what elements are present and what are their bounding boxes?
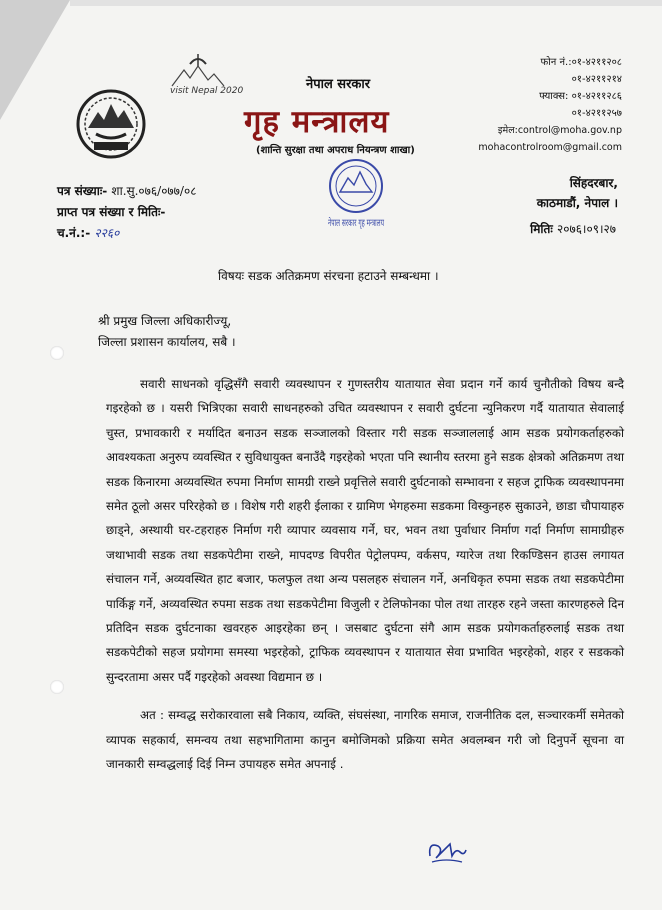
contact-block: [478, 54, 622, 156]
punch-hole: [50, 680, 64, 694]
punch-hole: [50, 346, 64, 360]
letter-date: [530, 220, 616, 237]
folded-corner: [0, 0, 70, 120]
fax-1: फ्याक्स: ०१-४२११२८६: [539, 91, 622, 102]
ministry-title: गृह मन्त्रालय: [244, 104, 390, 140]
sheet-edge: [70, 0, 662, 6]
prapta-patra: प्राप्त पत्र संख्या र मितिः-: [57, 205, 166, 219]
email: इमेल:control@moha.gov.np: [497, 125, 622, 136]
subject-line: विषयः सडक अतिक्रमण संरचना हटाउने सम्बन्धमा ।: [218, 269, 439, 283]
body-paragraph-2: अत : सम्वद्ध सरोकारवाला सबै निकाय, व्यक्ति, संघसंस्था, नागरिक समाज, राजनीतिक दल, सञ्चारकर्मी समेतको व्यापक सहकार्य, समन्वय तथा सहभागितामा कानुन बमोजिमको प्रक्रिया समेत अवलम्बन गरी जो दिनुपर्ने सूचना वा जानकारी सम्वद्धलाई दिई निम्न उपायहरु समेत अपनाई .: [106, 708, 624, 772]
address-line-1: सिंहदरबार,: [569, 176, 618, 190]
office-address: [537, 173, 618, 213]
date-value: २०७६।०९।२७: [556, 222, 616, 236]
date-label: मितिः: [530, 222, 553, 236]
branch-name: (शान्ति सुरक्षा तथा अपराध नियन्त्रण शाखा): [256, 145, 415, 156]
patra-label: पत्र संख्याः-: [57, 184, 108, 198]
ministry-stamp-icon: [326, 158, 425, 236]
phone-2: ०१-४२११२१४: [571, 74, 622, 85]
government-name: नेपाल सरकार: [306, 77, 371, 92]
phone-1: फोन नं.:०१-४२११२०८: [540, 57, 622, 68]
nepal-emblem-icon: [74, 88, 148, 160]
body-paragraph-1: सवारी साधनको वृद्धिसँगै सवारी व्यवस्थापन र गुणस्तरीय यातायात सेवा प्रदान गर्ने कार्य चुनौतीको विषय बन्दै गइरहेको छ । यसरी भित्रिएका सवारी साधनहरुको उचित व्यवस्थापन र सवारी दुर्घटना न्युनिकरण गर्दै यातायात सेवालाई चुस्त, प्रभावकारी र मर्यादित बनाउन सडक सञ्जालको विस्तार गरी सडक सञ्जाललाई आम सडक प्रयोगकर्ताहरुको आवश्यकता अनुरुप व्यवस्थित र सुविधायुक्त बनाउँदै गइरहेको भएता पनि स्थानीय स्तरमा हुने सडक क्षेत्रको अतिक्रमण तथा सडक किनारमा अव्यवस्थित रुपमा निर्माण सामग्री राख्ने प्रवृत्तिले सवारी दुर्घटनाको सम्भावना र सहज ट्राफिक व्यवस्थापनमा समेत ठूलो असर परिरहेको छ । विशेष गरी शहरी ईलाका र ग्रामिण भेगहरुमा सडकमा विस्कुनहरु सुकाउने, छाडा चौपायाहरु छाड्ने, अस्थायी घर-टहराहरु निर्माण गरी व्यापार व्यवसाय गर्ने, घर, भवन तथा पुर्वाधार निर्माण गर्दा निर्माण सामाग्रीहरु जथाभावी सडक तथा सडकपेटीमा राख्ने, मापदण्ड विपरीत पेट्रोलपम्प, वर्कसप, ग्यारेज तथा रिकण्डिसन हाउस लगायत संचालन गर्ने, अव्यवस्थित हाट बजार, फलफुल तथा अन्य पसलहरु संचालन गर्ने, अनधिकृत रुपमा सडक तथा सडकपेटीमा पार्किङ्ग गर्ने, अव्यवस्थित रुपमा सडक तथा सडकपेटीमा विजुली र टेलिफोनका पोल तथा तारहरु रहने जस्ता कारणहरुले दिन प्रतिदिन सडक दुर्घटनाका खवरहरु आइरहेका छन् । जसबाट दुर्घटना संगै आम सडक प्रयोगकर्ताहरुलाई सडक तथा सडकपेटीको सहज प्रयोगमा समस्या भइरहेको, ट्राफिक व्यवस्थापन र यातायात सेवा प्रभावित भइरहेको, शहर र सडकको सुन्दरतामा असर पर्दै गइरहेको अवस्था विद्यमान छ ।: [106, 377, 624, 684]
email-2: mohacontrolroom@gmail.com: [478, 142, 622, 153]
patra-sankhya: [57, 181, 196, 202]
letter-body: [106, 372, 624, 791]
reference-block: [57, 181, 196, 244]
addressee-line-1: श्री प्रमुख जिल्ला अधिकारीज्यू,: [98, 314, 232, 328]
patra-value: शा.सु.०७६/०७७/०८: [111, 184, 197, 198]
chalani-value: २२६०: [94, 226, 120, 240]
addressee-line-2: जिल्ला प्रशासन कार्यालय, सबै ।: [98, 335, 236, 349]
visit-logo-text: visit Nepal 2020: [170, 86, 244, 96]
signature-icon: [424, 834, 468, 868]
chalani-number: [57, 223, 196, 244]
visit-nepal-logo-icon: [168, 50, 244, 100]
fax-2: ०१-४२११२५७: [571, 108, 622, 119]
chalani-label: च.नं.:-: [57, 226, 91, 240]
address-line-2: काठमाडौं, नेपाल ।: [536, 196, 618, 210]
addressee-block: [98, 311, 236, 353]
stamp-text: नेपाल सरकार गृह मन्त्रालय: [328, 218, 425, 229]
